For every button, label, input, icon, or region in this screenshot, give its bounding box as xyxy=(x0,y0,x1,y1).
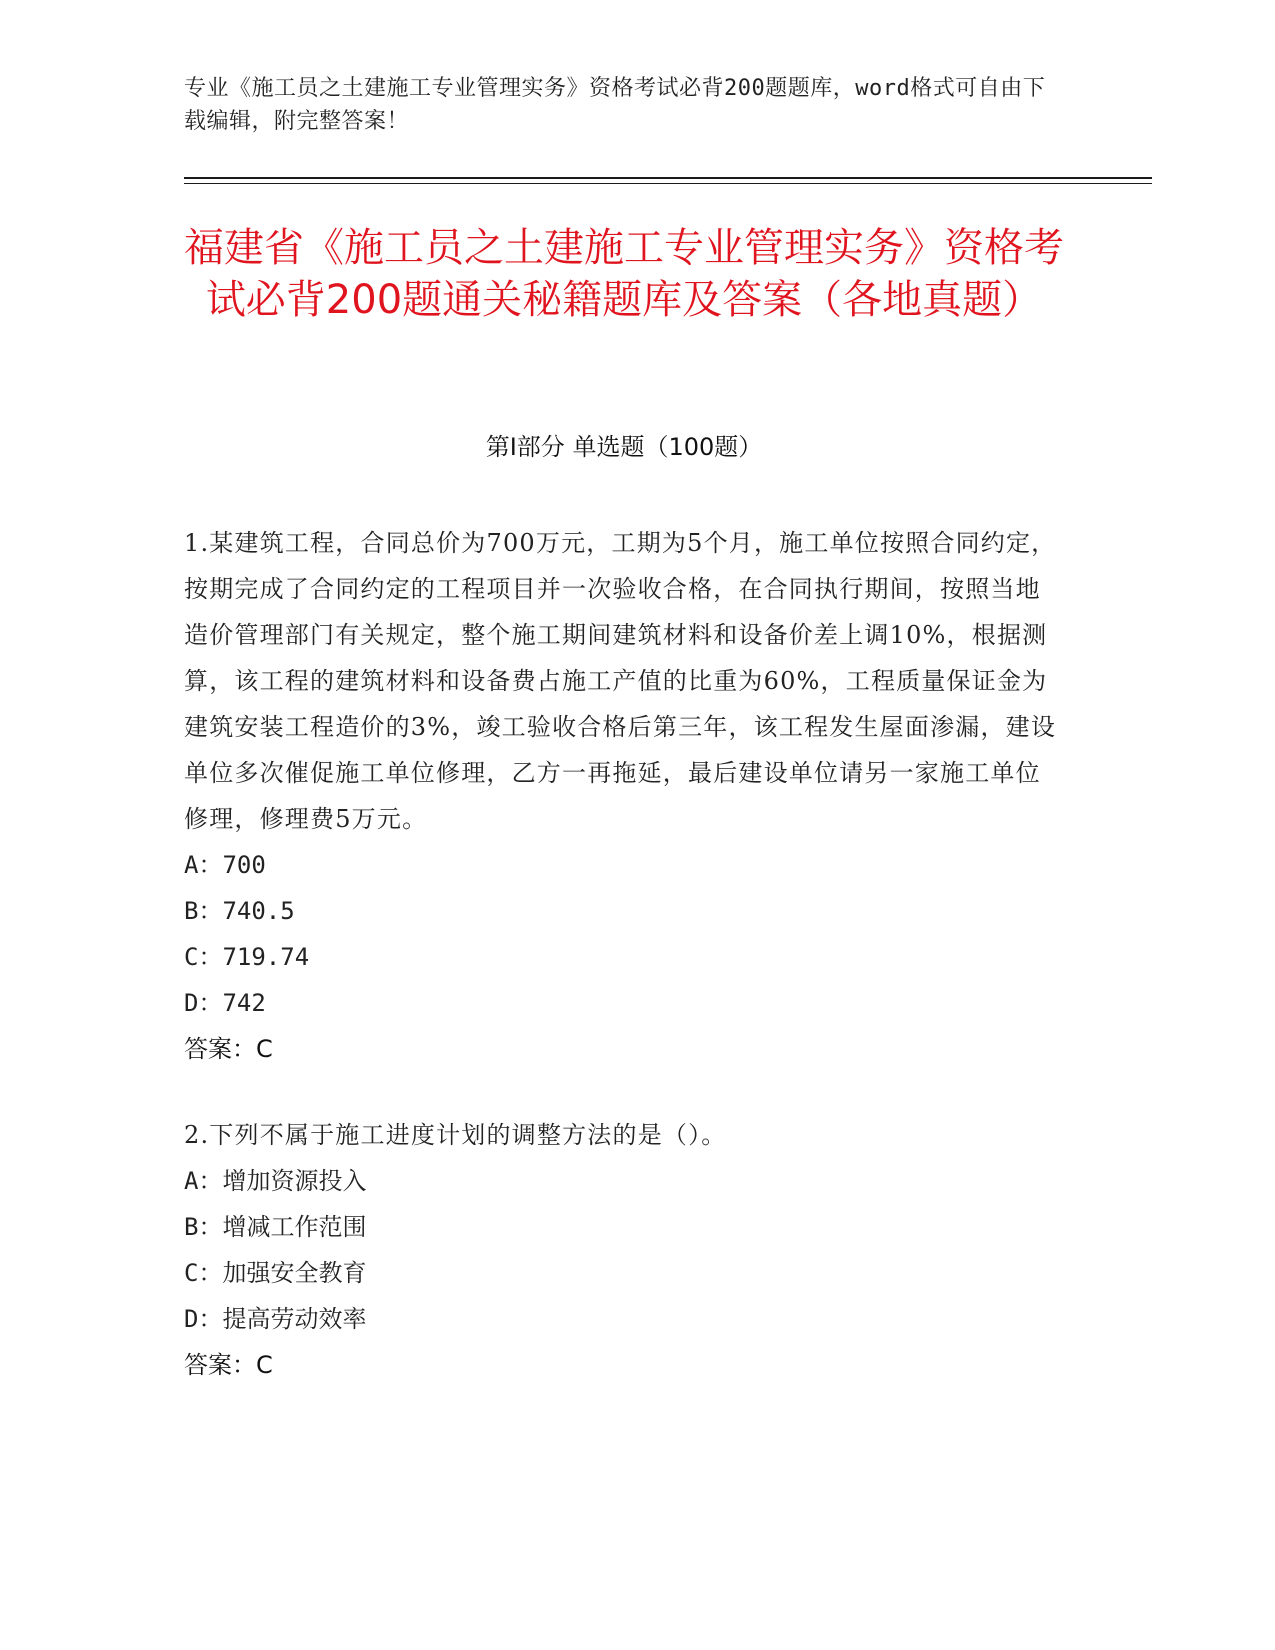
header-rule-thick xyxy=(184,177,1152,179)
question-2 xyxy=(184,1112,1064,1388)
header-note: 专业《施工员之土建施工专业管理实务》资格考试必背200题题库，word格式可自由下载编辑，附完整答案！ xyxy=(184,76,1046,134)
option-d: D：742 xyxy=(184,989,266,1017)
option-d: D：提高劳动效率 xyxy=(184,1305,367,1333)
document-title: 福建省《施工员之土建施工专业管理实务》资格考试必背200题通关秘籍题库及答案（各地真题） xyxy=(184,225,1064,323)
option-b: B：增减工作范围 xyxy=(184,1213,367,1241)
question-1 xyxy=(184,520,1064,1072)
section-title: 第I部分 单选题（100题） xyxy=(485,433,763,461)
answer: 答案：C xyxy=(184,1035,273,1063)
question-stem: 1.某建筑工程，合同总价为700万元，工期为5个月，施工单位按照合同约定，按期完成了合同约定的工程项目并一次验收合格，在合同执行期间，按照当地造价管理部门有关规定，整个施工期间建筑材料和设备价差上调10%，根据测算，该工程的建筑材料和设备费占施工产值的比重为60%，工程质量保证金为建筑安装工程造价的3%，竣工验收合格后第三年，该工程发生屋面渗漏，建设单位多次催促施工单位修理，乙方一再拖延，最后建设单位请另一家施工单位修理，修理费5万元。 xyxy=(184,529,1057,833)
option-c: C：加强安全教育 xyxy=(184,1259,367,1287)
question-stem: 2.下列不属于施工进度计划的调整方法的是（）。 xyxy=(184,1121,727,1149)
option-b: B：740.5 xyxy=(184,897,295,925)
option-a: A：700 xyxy=(184,851,266,879)
header-rule-thin xyxy=(184,183,1152,184)
option-c: C：719.74 xyxy=(184,943,310,971)
answer: 答案：C xyxy=(184,1351,273,1379)
option-a: A：增加资源投入 xyxy=(184,1167,367,1195)
